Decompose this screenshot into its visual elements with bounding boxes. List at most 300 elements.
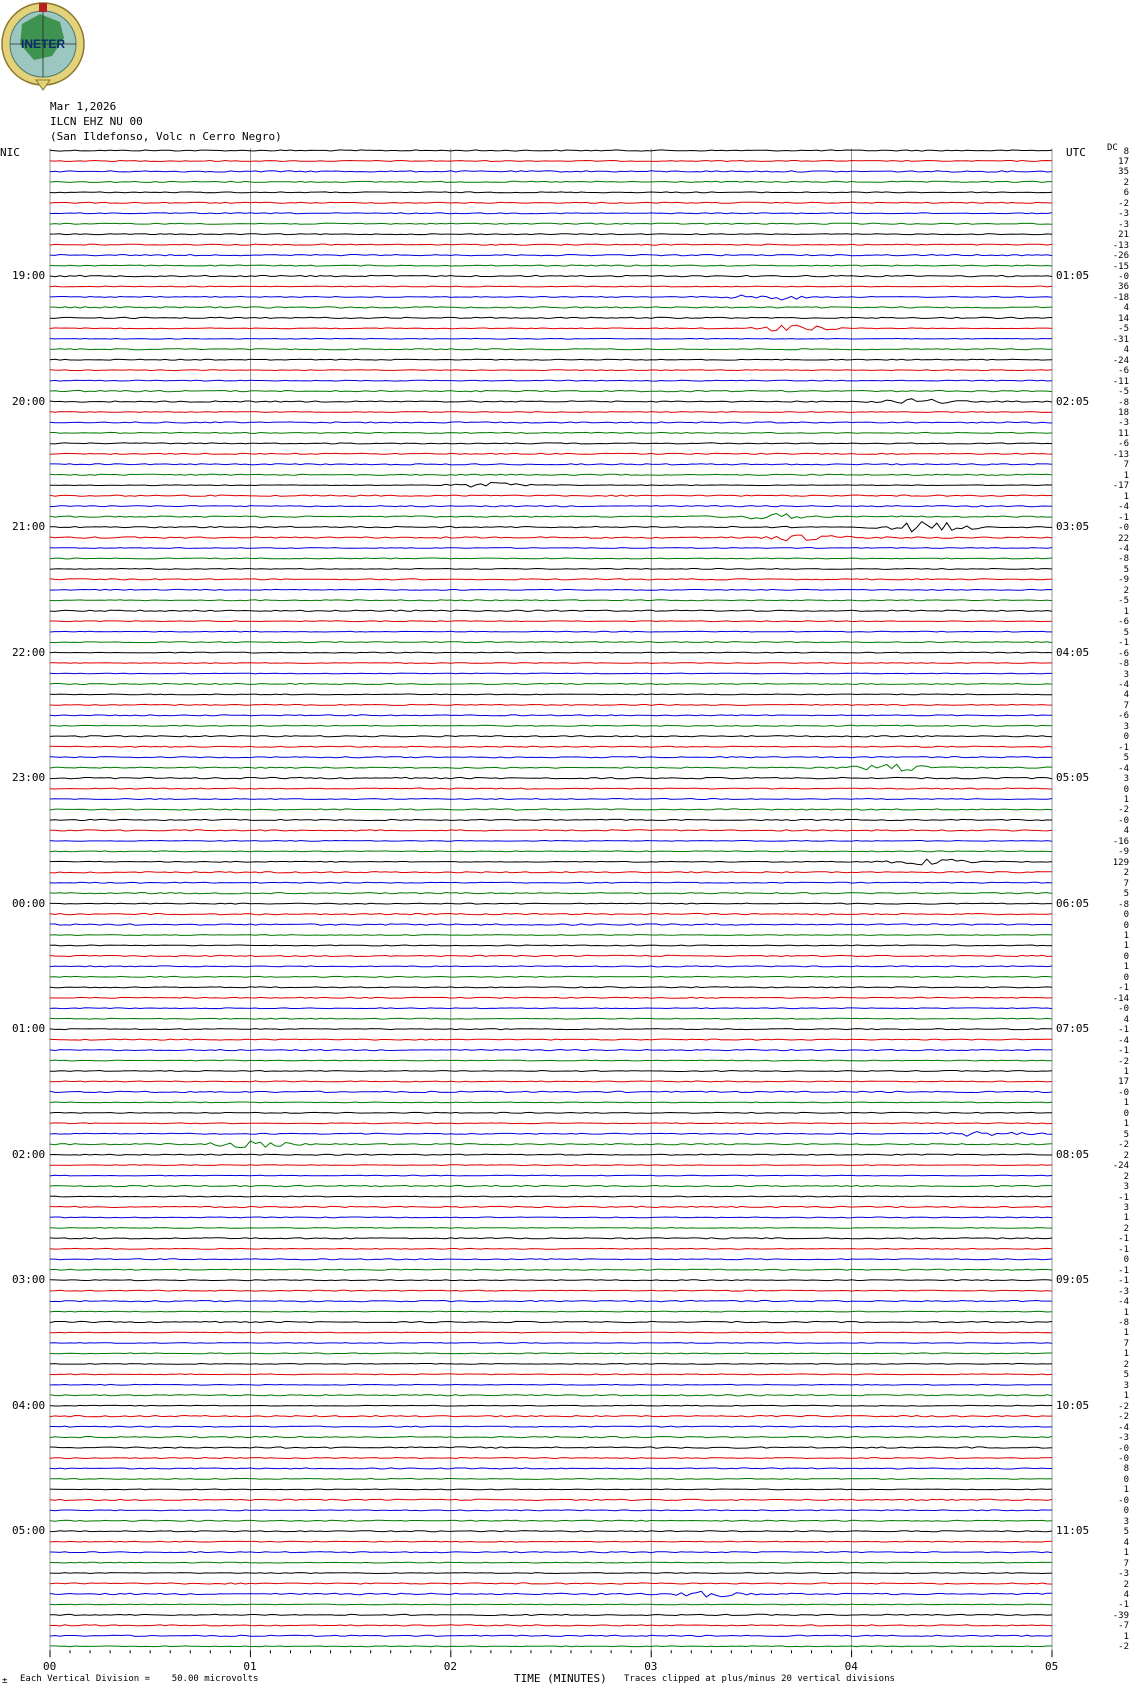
trace-51 bbox=[50, 683, 1052, 684]
dc-offset-value: -3 bbox=[1118, 209, 1129, 220]
dc-offset-value: -2 bbox=[1118, 198, 1129, 209]
dc-offset-value: 1 bbox=[1123, 941, 1129, 952]
x-axis-title: TIME (MINUTES) bbox=[514, 1672, 607, 1685]
dc-offset-value: -2 bbox=[1118, 1056, 1129, 1067]
dc-offset-value: 5 bbox=[1123, 1129, 1129, 1140]
dc-offset-value: -0 bbox=[1118, 1004, 1129, 1015]
location-label: (San Ildefonso, Volc n Cerro Negro) bbox=[50, 130, 282, 143]
dc-offset-value: -6 bbox=[1118, 648, 1129, 659]
trace-95 bbox=[50, 1141, 1052, 1148]
dc-offset-value: -8 bbox=[1118, 397, 1129, 408]
date-label: Mar 1,2026 bbox=[50, 100, 117, 113]
dc-offset-value: -14 bbox=[1112, 993, 1129, 1004]
trace-115 bbox=[50, 1353, 1052, 1354]
dc-offset-value: 7 bbox=[1123, 878, 1129, 889]
right-hour-label: 01:05 bbox=[1056, 269, 1090, 283]
dc-offset-value: -0 bbox=[1118, 1087, 1129, 1098]
dc-offset-value: -31 bbox=[1112, 334, 1129, 345]
dc-offset-value: -7 bbox=[1118, 1621, 1129, 1632]
dc-offset-value: 1 bbox=[1123, 962, 1129, 973]
trace-87 bbox=[50, 1060, 1052, 1061]
trace-48 bbox=[50, 652, 1052, 653]
trace-73 bbox=[50, 913, 1052, 914]
dc-offset-value: 4 bbox=[1123, 1589, 1129, 1600]
trace-75 bbox=[50, 935, 1052, 936]
x-tick-label: 02 bbox=[443, 1660, 458, 1674]
dc-offset-value: 2 bbox=[1123, 868, 1129, 879]
trace-128 bbox=[50, 1489, 1052, 1490]
dc-offset-value: -1 bbox=[1118, 638, 1129, 649]
left-hour-label: 05:00 bbox=[12, 1524, 46, 1538]
dc-offset-value: 7 bbox=[1123, 1558, 1129, 1569]
dc-offset-value: -5 bbox=[1118, 596, 1129, 607]
trace-137 bbox=[50, 1583, 1052, 1584]
dc-offset-value: 7 bbox=[1123, 700, 1129, 711]
dc-offset-value: -5 bbox=[1118, 387, 1129, 398]
trace-126 bbox=[50, 1468, 1052, 1469]
dc-offset-value: 0 bbox=[1123, 910, 1129, 921]
trace-39 bbox=[50, 558, 1052, 559]
dc-offset-value: -2 bbox=[1118, 1140, 1129, 1151]
trace-30 bbox=[50, 464, 1052, 465]
trace-16 bbox=[50, 317, 1052, 318]
trace-85 bbox=[50, 1039, 1052, 1040]
dc-offset-value: 1 bbox=[1123, 1485, 1129, 1496]
trace-110 bbox=[50, 1300, 1052, 1301]
trace-6 bbox=[50, 213, 1052, 214]
trace-33 bbox=[50, 495, 1052, 496]
trace-91 bbox=[50, 1102, 1052, 1103]
dc-offset-value: -1 bbox=[1118, 512, 1129, 523]
dc-offset-value: 0 bbox=[1123, 732, 1129, 743]
trace-109 bbox=[50, 1290, 1052, 1291]
dc-offset-value: 7 bbox=[1123, 1338, 1129, 1349]
trace-7 bbox=[50, 223, 1052, 224]
dc-offset-value: 2 bbox=[1123, 177, 1129, 188]
trace-86 bbox=[50, 1050, 1052, 1051]
trace-135 bbox=[50, 1562, 1052, 1563]
dc-offset-value: 3 bbox=[1123, 669, 1129, 680]
dc-offset-value: -4 bbox=[1118, 763, 1129, 774]
trace-55 bbox=[50, 725, 1052, 726]
left-hour-label: 03:00 bbox=[12, 1273, 46, 1287]
trace-37 bbox=[50, 535, 1052, 541]
trace-59 bbox=[50, 764, 1052, 771]
dc-offset-value: 4 bbox=[1123, 303, 1129, 314]
dc-offset-value: -8 bbox=[1118, 899, 1129, 910]
trace-98 bbox=[50, 1175, 1052, 1176]
trace-2 bbox=[50, 171, 1052, 172]
trace-34 bbox=[50, 506, 1052, 507]
dc-offset-value: 2 bbox=[1123, 1579, 1129, 1590]
trace-89 bbox=[50, 1081, 1052, 1082]
dc-offset-value: 5 bbox=[1123, 753, 1129, 764]
trace-67 bbox=[50, 851, 1052, 852]
right-hour-label: 08:05 bbox=[1056, 1147, 1090, 1161]
dc-offset-value: -24 bbox=[1112, 1161, 1129, 1172]
dc-offset-value: -18 bbox=[1112, 292, 1129, 303]
dc-offset-value: -15 bbox=[1112, 261, 1129, 272]
dc-offset-value: -13 bbox=[1112, 240, 1129, 251]
dc-label: DC bbox=[1107, 143, 1118, 153]
dc-offset-value: -1 bbox=[1118, 983, 1129, 994]
trace-3 bbox=[50, 181, 1052, 182]
trace-92 bbox=[50, 1112, 1052, 1113]
trace-42 bbox=[50, 589, 1052, 590]
right-hour-label: 04:05 bbox=[1056, 645, 1090, 659]
trace-56 bbox=[50, 736, 1052, 737]
dc-offset-value: -4 bbox=[1118, 679, 1129, 690]
dc-offset-value: 1 bbox=[1123, 1098, 1129, 1109]
dc-offset-value: -6 bbox=[1118, 711, 1129, 722]
dc-offset-value: 8 bbox=[1123, 1464, 1129, 1475]
trace-49 bbox=[50, 663, 1052, 664]
dc-offset-value: 22 bbox=[1118, 533, 1129, 544]
right-hour-label: 10:05 bbox=[1056, 1398, 1090, 1412]
trace-69 bbox=[50, 872, 1052, 873]
trace-14 bbox=[50, 295, 1052, 300]
left-hour-label: 20:00 bbox=[12, 394, 46, 408]
trace-0 bbox=[50, 150, 1052, 151]
trace-134 bbox=[50, 1552, 1052, 1553]
trace-141 bbox=[50, 1625, 1052, 1626]
dc-offset-value: 1 bbox=[1123, 1631, 1129, 1642]
trace-32 bbox=[50, 483, 1052, 488]
trace-lines bbox=[50, 150, 1052, 1647]
trace-108 bbox=[50, 1280, 1052, 1281]
dc-offset-value: -3 bbox=[1118, 418, 1129, 429]
dc-offset-value: 1 bbox=[1123, 1349, 1129, 1360]
clip-note: Traces clipped at plus/minus 20 vertical divisions bbox=[624, 1674, 895, 1684]
trace-44 bbox=[50, 610, 1052, 611]
dc-offset-value: -17 bbox=[1112, 481, 1129, 492]
trace-93 bbox=[50, 1123, 1052, 1124]
trace-1 bbox=[50, 161, 1052, 162]
dc-offset-value: -8 bbox=[1118, 1318, 1129, 1329]
right-hour-label: 06:05 bbox=[1056, 896, 1090, 910]
dc-offset-value: -1 bbox=[1118, 1244, 1129, 1255]
right-hour-label: 02:05 bbox=[1056, 394, 1090, 408]
trace-117 bbox=[50, 1374, 1052, 1375]
dc-offset-value: 3 bbox=[1123, 1202, 1129, 1213]
trace-80 bbox=[50, 987, 1052, 988]
trace-61 bbox=[50, 788, 1052, 789]
dc-offset-value: -26 bbox=[1112, 251, 1129, 262]
trace-24 bbox=[50, 399, 1052, 404]
dc-offset-value: 1 bbox=[1123, 931, 1129, 941]
dc-offset-value: 17 bbox=[1118, 156, 1129, 167]
trace-66 bbox=[50, 841, 1052, 842]
dc-offset-value: 4 bbox=[1123, 345, 1129, 356]
dc-offset-value: 3 bbox=[1123, 1182, 1129, 1193]
trace-127 bbox=[50, 1478, 1052, 1479]
trace-82 bbox=[50, 1008, 1052, 1009]
dc-offset-value: -2 bbox=[1118, 1401, 1129, 1412]
trace-90 bbox=[50, 1091, 1052, 1092]
dc-offset-value: 36 bbox=[1118, 282, 1129, 293]
dc-offset-value: -1 bbox=[1118, 1025, 1129, 1036]
dc-offset-value: 0 bbox=[1123, 1108, 1129, 1119]
dc-offset-value: -4 bbox=[1118, 543, 1129, 554]
dc-offset-value: 2 bbox=[1123, 585, 1129, 596]
trace-8 bbox=[50, 234, 1052, 235]
trace-60 bbox=[50, 777, 1052, 778]
dc-offset-value: 3 bbox=[1123, 1380, 1129, 1391]
dc-offset-value: -8 bbox=[1118, 659, 1129, 670]
dc-offset-value: 21 bbox=[1118, 230, 1129, 241]
trace-25 bbox=[50, 412, 1052, 413]
trace-97 bbox=[50, 1165, 1052, 1166]
dc-offset-value: -0 bbox=[1118, 815, 1129, 826]
corner-mark: ± bbox=[2, 1676, 8, 1686]
trace-111 bbox=[50, 1311, 1052, 1312]
trace-107 bbox=[50, 1269, 1052, 1270]
dc-offset-value: -1 bbox=[1118, 742, 1129, 753]
dc-offset-value: -5 bbox=[1118, 324, 1129, 335]
dc-offset-value: -0 bbox=[1118, 1454, 1129, 1464]
dc-offset-value: 7 bbox=[1123, 460, 1129, 471]
dc-offset-value: -4 bbox=[1118, 1422, 1129, 1433]
dc-offset-value: -4 bbox=[1118, 1035, 1129, 1046]
right-hour-label: 05:05 bbox=[1056, 771, 1090, 785]
trace-35 bbox=[50, 514, 1052, 519]
dc-offset-value: -4 bbox=[1118, 1297, 1129, 1308]
left-hour-label: 02:00 bbox=[12, 1147, 46, 1161]
minute-gridlines bbox=[50, 149, 1052, 1651]
dc-offset-value: 129 bbox=[1112, 857, 1129, 868]
dc-offset-value: -1 bbox=[1118, 1046, 1129, 1057]
dc-offset-value: -3 bbox=[1118, 1433, 1129, 1444]
trace-102 bbox=[50, 1217, 1052, 1218]
dc-offset-value: 1 bbox=[1123, 606, 1129, 617]
dc-offset-value: 2 bbox=[1123, 1359, 1129, 1370]
trace-94 bbox=[50, 1132, 1052, 1137]
trace-132 bbox=[50, 1531, 1052, 1532]
trace-21 bbox=[50, 370, 1052, 371]
trace-12 bbox=[50, 275, 1052, 276]
station-label: ILCN EHZ NU 00 bbox=[50, 115, 143, 128]
dc-offset-value: -13 bbox=[1112, 449, 1129, 460]
scale-note: Each Vertical Division = 50.00 microvolts bbox=[20, 1674, 259, 1684]
right-timezone-label: UTC bbox=[1066, 146, 1086, 159]
dc-offset-value: 5 bbox=[1123, 1370, 1129, 1381]
trace-124 bbox=[50, 1447, 1052, 1448]
trace-29 bbox=[50, 453, 1052, 454]
trace-114 bbox=[50, 1343, 1052, 1344]
trace-121 bbox=[50, 1416, 1052, 1417]
dc-offset-value: 14 bbox=[1118, 313, 1129, 324]
trace-113 bbox=[50, 1332, 1052, 1333]
trace-104 bbox=[50, 1238, 1052, 1239]
logo-flag bbox=[39, 3, 47, 12]
dc-offset-value: -9 bbox=[1118, 847, 1129, 858]
dc-offset-value: -2 bbox=[1118, 805, 1129, 816]
trace-46 bbox=[50, 631, 1052, 632]
dc-offset-value: 2 bbox=[1123, 1150, 1129, 1161]
dc-offset-value: -3 bbox=[1118, 1569, 1129, 1580]
trace-83 bbox=[50, 1018, 1052, 1019]
dc-offset-value: 2 bbox=[1123, 1223, 1129, 1234]
left-hour-label: 01:00 bbox=[12, 1022, 46, 1036]
trace-19 bbox=[50, 349, 1052, 350]
dc-offset-value: 1 bbox=[1123, 1066, 1129, 1077]
dc-offset-value: 1 bbox=[1123, 491, 1129, 502]
x-tick-label: 04 bbox=[844, 1660, 858, 1674]
dc-offset-value: 1 bbox=[1123, 795, 1129, 806]
trace-71 bbox=[50, 893, 1052, 894]
trace-65 bbox=[50, 830, 1052, 831]
trace-136 bbox=[50, 1573, 1052, 1574]
logo-text: INETER bbox=[20, 37, 66, 51]
trace-38 bbox=[50, 548, 1052, 549]
dc-offset-value: 1 bbox=[1123, 1307, 1129, 1318]
dc-offset-value: -1 bbox=[1118, 1276, 1129, 1287]
trace-138 bbox=[50, 1591, 1052, 1597]
trace-43 bbox=[50, 600, 1052, 601]
dc-offset-value: -8 bbox=[1118, 554, 1129, 565]
dc-offset-value: 3 bbox=[1123, 721, 1129, 732]
trace-143 bbox=[50, 1646, 1052, 1647]
dc-offset-value: 0 bbox=[1123, 784, 1129, 795]
trace-88 bbox=[50, 1071, 1052, 1072]
dc-offset-value: -1 bbox=[1118, 1192, 1129, 1203]
trace-96 bbox=[50, 1154, 1052, 1155]
trace-31 bbox=[50, 474, 1052, 475]
x-tick-label: 01 bbox=[243, 1660, 257, 1674]
dc-offset-value: -24 bbox=[1112, 355, 1129, 366]
trace-131 bbox=[50, 1520, 1052, 1521]
dc-offset-value: 0 bbox=[1123, 951, 1129, 962]
trace-133 bbox=[50, 1541, 1052, 1542]
dc-offset-value: 0 bbox=[1123, 1474, 1129, 1485]
trace-41 bbox=[50, 579, 1052, 580]
dc-offset-value: -6 bbox=[1118, 617, 1129, 628]
dc-offset-value: 5 bbox=[1123, 627, 1129, 638]
dc-offset-value: -6 bbox=[1118, 366, 1129, 377]
trace-130 bbox=[50, 1510, 1052, 1511]
left-hour-label: 00:00 bbox=[12, 896, 46, 910]
dc-offset-value: 4 bbox=[1123, 826, 1129, 837]
trace-103 bbox=[50, 1228, 1052, 1229]
dc-offset-value: -0 bbox=[1118, 1495, 1129, 1506]
dc-offset-value: 18 bbox=[1118, 408, 1129, 418]
trace-52 bbox=[50, 694, 1052, 695]
dc-offset-value: 5 bbox=[1123, 564, 1129, 575]
dc-offset-value: -1 bbox=[1118, 1600, 1129, 1611]
trace-9 bbox=[50, 244, 1052, 245]
dc-offset-value: -0 bbox=[1118, 523, 1129, 534]
dc-offset-value: 11 bbox=[1118, 428, 1129, 439]
trace-70 bbox=[50, 882, 1052, 883]
trace-140 bbox=[50, 1614, 1052, 1615]
dc-offset-value: 1 bbox=[1123, 1391, 1129, 1402]
dc-offset-value: -3 bbox=[1118, 1286, 1129, 1297]
trace-116 bbox=[50, 1364, 1052, 1365]
trace-62 bbox=[50, 799, 1052, 800]
trace-54 bbox=[50, 715, 1052, 716]
trace-139 bbox=[50, 1604, 1052, 1605]
trace-101 bbox=[50, 1206, 1052, 1207]
trace-28 bbox=[50, 443, 1052, 444]
trace-106 bbox=[50, 1259, 1052, 1260]
trace-79 bbox=[50, 976, 1052, 977]
trace-78 bbox=[50, 966, 1052, 967]
dc-offset-value: -6 bbox=[1118, 439, 1129, 450]
dc-offset-value: -0 bbox=[1118, 1443, 1129, 1454]
trace-63 bbox=[50, 809, 1052, 810]
trace-72 bbox=[50, 903, 1052, 904]
trace-122 bbox=[50, 1426, 1052, 1427]
trace-119 bbox=[50, 1395, 1052, 1396]
left-hour-label: 22:00 bbox=[12, 645, 46, 659]
dc-offset-value: 5 bbox=[1123, 1527, 1129, 1538]
dc-offset-value: 8 bbox=[1123, 146, 1129, 157]
x-axis-ticks bbox=[50, 1650, 1052, 1657]
ineter-logo bbox=[2, 3, 84, 90]
trace-74 bbox=[50, 924, 1052, 925]
dc-offset-value: 1 bbox=[1123, 1213, 1129, 1224]
trace-118 bbox=[50, 1384, 1052, 1385]
dc-offset-value: -11 bbox=[1112, 376, 1129, 387]
left-hour-label: 23:00 bbox=[12, 771, 46, 785]
left-hour-label: 19:00 bbox=[12, 269, 46, 283]
x-tick-label: 00 bbox=[43, 1660, 57, 1674]
trace-142 bbox=[50, 1635, 1052, 1636]
trace-27 bbox=[50, 432, 1052, 433]
right-hour-label: 03:05 bbox=[1056, 520, 1090, 534]
dc-offset-value: 1 bbox=[1123, 470, 1129, 481]
trace-10 bbox=[50, 255, 1052, 256]
trace-26 bbox=[50, 422, 1052, 423]
right-hour-label: 11:05 bbox=[1056, 1524, 1090, 1538]
dc-offset-value: -39 bbox=[1112, 1610, 1129, 1621]
right-hour-label: 07:05 bbox=[1056, 1022, 1090, 1036]
dc-offset-value: -1 bbox=[1118, 1265, 1129, 1276]
x-tick-label: 05 bbox=[1045, 1660, 1059, 1674]
trace-99 bbox=[50, 1185, 1052, 1186]
dc-offset-value: 3 bbox=[1123, 774, 1129, 785]
dc-offset-value: 0 bbox=[1123, 1255, 1129, 1266]
dc-offset-value: -0 bbox=[1118, 272, 1129, 283]
dc-offset-value: 1 bbox=[1123, 1119, 1129, 1130]
dc-offset-value: -4 bbox=[1118, 502, 1129, 513]
trace-125 bbox=[50, 1458, 1052, 1459]
left-hour-label: 21:00 bbox=[12, 520, 46, 534]
dc-offset-value: -2 bbox=[1118, 1642, 1129, 1653]
trace-81 bbox=[50, 997, 1052, 998]
trace-120 bbox=[50, 1405, 1052, 1406]
dc-offset-value: 1 bbox=[1123, 1328, 1129, 1339]
dc-offset-value: -2 bbox=[1118, 1412, 1129, 1423]
trace-5 bbox=[50, 202, 1052, 203]
dc-offset-value: 2 bbox=[1123, 1171, 1129, 1182]
trace-45 bbox=[50, 621, 1052, 622]
dc-offset-value: -16 bbox=[1112, 836, 1129, 847]
trace-40 bbox=[50, 569, 1052, 570]
dc-offset-value: 4 bbox=[1123, 1014, 1129, 1025]
dc-offset-value: 4 bbox=[1123, 1537, 1129, 1548]
dc-offset-value: 6 bbox=[1123, 188, 1129, 199]
dc-offset-value: 0 bbox=[1123, 1506, 1129, 1517]
trace-23 bbox=[50, 390, 1052, 391]
trace-112 bbox=[50, 1321, 1052, 1322]
trace-20 bbox=[50, 359, 1052, 360]
trace-64 bbox=[50, 819, 1052, 820]
dc-offset-value: -3 bbox=[1118, 219, 1129, 230]
trace-77 bbox=[50, 955, 1052, 956]
x-tick-label: 03 bbox=[644, 1660, 658, 1674]
trace-123 bbox=[50, 1436, 1052, 1437]
